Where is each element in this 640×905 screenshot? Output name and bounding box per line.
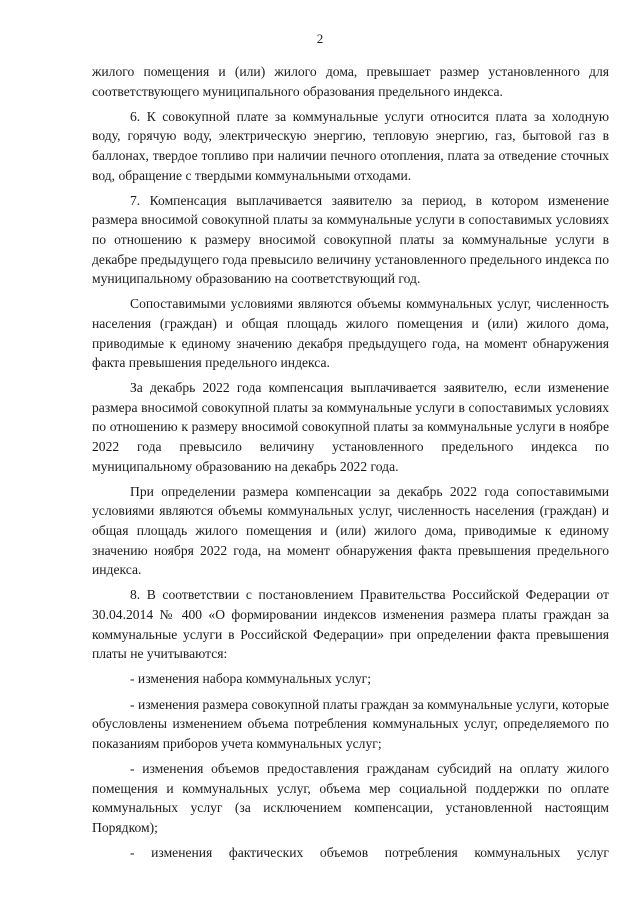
page-number: 2 bbox=[316, 31, 324, 46]
paragraph-item-6: 6. К совокупной плате за коммунальные услуги относится плата за холодную воду, горячую воду, электрическую энергию, тепловую энергию, газ, бытовой газ в баллонах, твердое топливо при наличии печного отопления, плата за отведение сточных вод, обращение с твердыми коммунальными отходами. bbox=[92, 108, 609, 183]
document-body bbox=[92, 62, 609, 863]
list-item-subsidies: - изменения объемов предоставления гражданам субсидий на оплату жилого помещения и коммунальных услуг, объема мер социальной поддержки по оплате коммунальных услуг (за исключением компенсации, установленной настоящим Порядком); bbox=[92, 760, 609, 835]
paragraph-december-2022: За декабрь 2022 года компенсация выплачивается заявителю, если изменение размера вносимой совокупной платы за коммунальные услуги в сопоставимых условиях по отношению к размеру вносимой совокупной платы за коммунальные услуги в ноябре 2022 года превысило величину установленного предельного индекса по муниципальному образованию на декабрь 2022 года. bbox=[92, 380, 609, 474]
paragraph-item-8: 8. В соответствии с постановлением Правительства Российской Федерации от 30.04.2014 № 400 «О формировании индексов изменения размера платы граждан за коммунальные услуги в Российской Федерации» при определении факта превышения платы не учитываются: bbox=[92, 587, 609, 662]
paragraph-item-7: 7. Компенсация выплачивается заявителю за период, в котором изменение размера вносимой совокупной платы за коммунальные услуги в сопоставимых условиях по отношению к размеру вносимой совокупной платы за коммунальные услуги в декабре предыдущего года превысило величину установленного предельного индекса по муниципальному образованию на соответствующий год. bbox=[92, 192, 609, 287]
paragraph-comparable-conditions: Сопоставимыми условиями являются объемы коммунальных услуг, численность населения (граждан) и общая площадь жилого помещения и (или) жилого дома, приводимые к единому значению декабря предыдущего года, на момент обнаружения факта превышения предельного индекса. bbox=[92, 296, 609, 371]
list-item-payment-size: - изменения размера совокупной платы граждан за коммунальные услуги, которые обусловлены изменением объема потребления коммунальных услуг, определяемого по показаниям приборов учета коммунальных услуг; bbox=[92, 696, 609, 751]
list-item-actual-volumes: - изменения фактических объемов потребления коммунальных услуг bbox=[130, 844, 609, 860]
list-item-service-set: - изменения набора коммунальных услуг; bbox=[130, 671, 372, 687]
paragraph-continuation: жилого помещения и (или) жилого дома, превышает размер установленного для соответствующего муниципального образования предельного индекса. bbox=[92, 64, 609, 99]
paragraph-december-2022-conditions: При определении размера компенсации за декабрь 2022 года сопоставимыми условиями являются объемы коммунальных услуг, численность населения (граждан) и общая площадь жилого помещения и (или) жилого дома, приводимые к единому значению ноября 2022 года, на момент обнаружения факта превышения предельного индекса. bbox=[92, 483, 609, 578]
